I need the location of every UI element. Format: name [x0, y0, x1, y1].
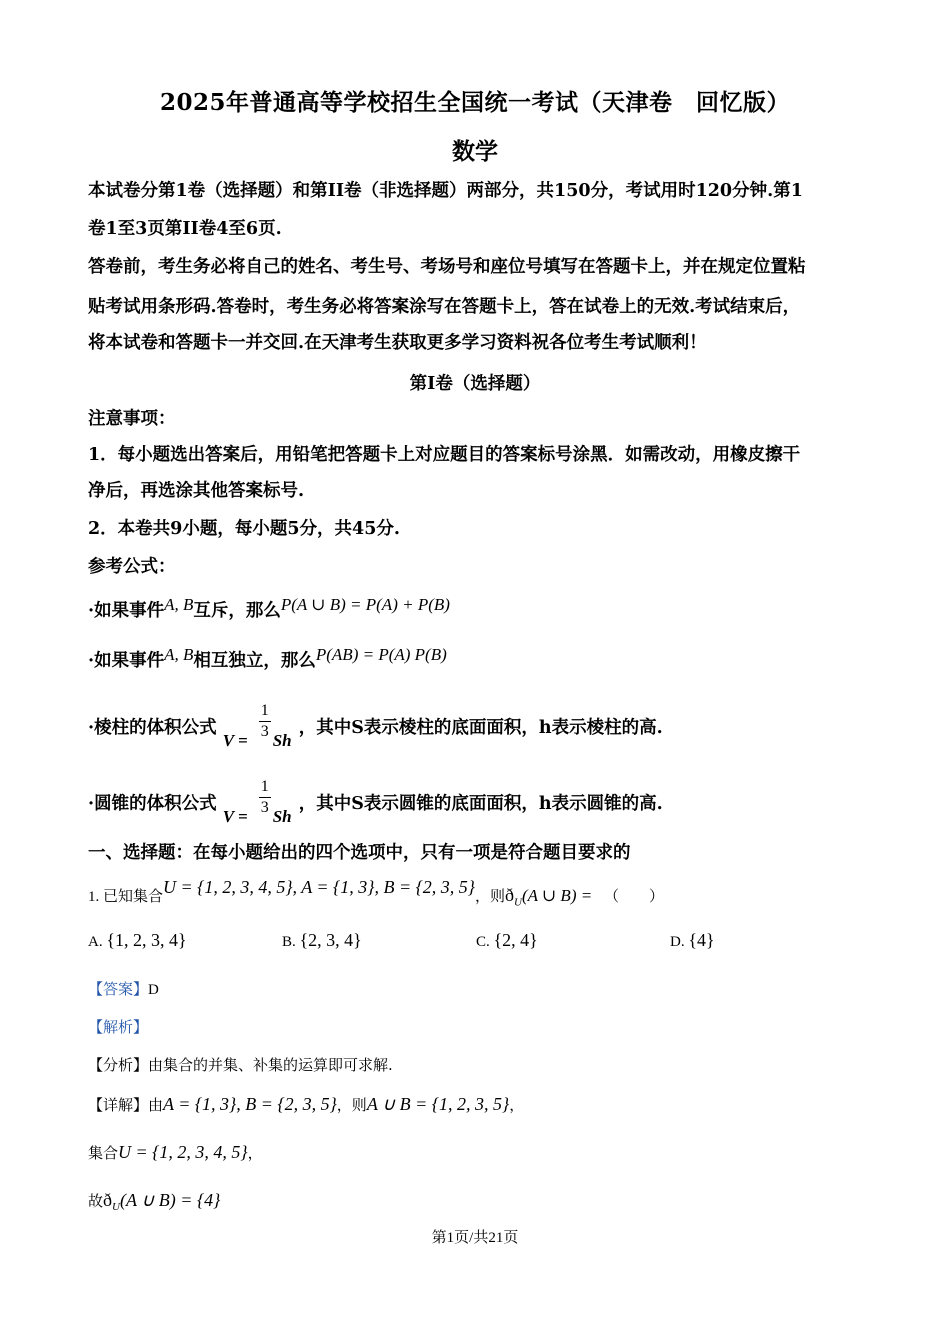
section-heading: 第I卷（选择题）: [409, 374, 541, 394]
detail-3c: (A ∪ B) = {4}: [119, 1190, 221, 1210]
formula-4-fraction: [259, 777, 271, 818]
formula-3-math: [223, 701, 293, 757]
option-d-value: {4}: [688, 930, 715, 950]
detail-1d: A ∪ B = {1, 2, 3, 5}: [366, 1094, 510, 1114]
formula-3-suffix: ，其中S表示棱柱的底面面积，h表示棱柱的高.: [298, 718, 663, 738]
intro-line-3: 答卷前，考生务必将自己的姓名、考生号、考场号和座位号填写在答题卡上，并在规定位置粘: [88, 257, 806, 277]
formula-1-expr: P(A ∪ B) = P(A) + P(B): [280, 595, 450, 614]
formula-4-den: 3: [260, 798, 269, 816]
option-d-label: D.: [670, 934, 685, 950]
option-a-value: {1, 2, 3, 4}: [106, 930, 187, 950]
part1-heading: 一、选择题：在每小题给出的四个选项中，只有一项是符合题目要求的: [88, 843, 631, 863]
formula-4-sh: Sh: [272, 806, 292, 826]
option-c-value: {2, 4}: [493, 930, 538, 950]
detail-tag: 【详解】: [88, 1096, 149, 1114]
detail-3-sub: U: [112, 1201, 120, 1213]
formula-1-prefix: ·如果事件: [88, 601, 165, 621]
formula-4-v: V =: [222, 806, 248, 826]
question-1-complement: [505, 885, 593, 909]
complement-symbol: ð: [505, 885, 514, 905]
exam-subject: 数学: [452, 138, 498, 165]
complement-sub: U: [514, 896, 522, 909]
option-b-value: {2, 3, 4}: [299, 930, 362, 950]
option-a-label: A.: [88, 934, 103, 950]
formula-1: [88, 592, 450, 630]
option-b-label: B.: [282, 934, 296, 950]
question-1-expr: (A ∪ B) =: [521, 886, 593, 905]
question-1-then: ，则: [474, 889, 505, 905]
formula-4: [88, 776, 663, 833]
fenxi-line: [88, 1054, 393, 1075]
formula-1-vars: A, B: [164, 595, 194, 614]
formula-4-num: 1: [259, 777, 271, 798]
option-a[interactable]: [88, 930, 187, 951]
formula-2: [88, 642, 447, 680]
formula-3-v: V =: [222, 730, 248, 750]
formula-3-prefix: ·棱柱的体积公式: [88, 718, 217, 738]
question-1-sets: U = {1, 2, 3, 4, 5}, A = {1, 3}, B = {2, 3, 5}: [163, 877, 475, 897]
option-c-label: C.: [476, 934, 490, 950]
option-c[interactable]: [476, 930, 538, 951]
exam-title: 2025年普通高等学校招生全国统一考试（天津卷 回忆版）: [159, 89, 790, 116]
detail-1e: ，: [509, 1096, 525, 1114]
answer-tag: 【答案】: [88, 980, 149, 998]
option-b[interactable]: [282, 930, 362, 951]
formula-2-prefix: ·如果事件: [88, 651, 165, 671]
notice-1a: 1．每小题选出答案后，用铅笔把答题卡上对应题目的答案标号涂黑．如需改动，用橡皮擦干: [88, 445, 801, 465]
formula-3-num: 1: [259, 701, 271, 722]
formula-4-prefix: ·圆锥的体积公式: [88, 794, 217, 814]
detail-3a: 故: [88, 1192, 104, 1210]
formula-2-vars: A, B: [164, 645, 194, 664]
detail-1a: 由: [148, 1096, 164, 1114]
question-1-prefix: 1. 已知集合: [88, 889, 164, 905]
detail-3-complement: ð: [103, 1190, 113, 1210]
intro-line-5: 将本试卷和答题卡一并交回.在天津考生获取更多学习资料祝各位考生考试顺利！: [88, 333, 707, 353]
formula-3-den: 3: [260, 722, 269, 740]
answer-line: [88, 978, 159, 999]
detail-line-3: [88, 1190, 220, 1213]
intro-line-1: 本试卷分第1卷（选择题）和第II卷（非选择题）两部分，共150分，考试用时120分钟.第1: [88, 181, 803, 201]
detail-line-2: [88, 1142, 263, 1163]
page-footer: 第1页/共21页: [431, 1230, 519, 1246]
detail-line-1: [88, 1094, 524, 1115]
analysis-line: [88, 1016, 148, 1037]
option-d[interactable]: [670, 930, 715, 951]
detail-2c: ，: [247, 1144, 263, 1162]
formula-1-mid: 互斥，那么: [193, 601, 281, 621]
formula-3-fraction: [259, 701, 271, 742]
fenxi-tag: 【分析】: [88, 1056, 149, 1074]
answer-value: D: [148, 982, 159, 998]
detail-2b: U = {1, 2, 3, 4, 5}: [118, 1142, 248, 1162]
notice-2: 2．本卷共9小题，每小题5分，共45分.: [88, 519, 400, 539]
detail-1b: A = {1, 3}, B = {2, 3, 5}: [163, 1094, 337, 1114]
formula-4-suffix: ，其中S表示圆锥的底面面积，h表示圆锥的高.: [298, 794, 663, 814]
formula-3-sh: Sh: [272, 730, 292, 750]
formula-3: [88, 700, 663, 757]
fenxi-text: 由集合的并集、补集的运算即可求解.: [148, 1056, 393, 1074]
formula-4-math: [223, 777, 293, 833]
notice-label: 注意事项：: [88, 409, 176, 429]
intro-line-4: 贴考试用条形码.答卷时，考生务必将答案涂写在答题卡上，答在试卷上的无效.考试结束后，: [88, 297, 801, 317]
formula-2-expr: P(AB) = P(A) P(B): [315, 645, 447, 664]
intro-line-2: 卷1至3页第II卷4至6页.: [88, 219, 282, 239]
detail-2a: 集合: [88, 1144, 119, 1162]
formula-label: 参考公式：: [88, 557, 176, 577]
question-1-stem: [88, 877, 664, 918]
analysis-tag: 【解析】: [88, 1018, 149, 1036]
notice-1b: 净后，再选涂其他答案标号.: [88, 481, 305, 501]
question-1-blank: （ ）: [603, 889, 664, 905]
formula-2-mid: 相互独立，那么: [193, 651, 316, 671]
detail-1c: ，则: [336, 1096, 367, 1114]
